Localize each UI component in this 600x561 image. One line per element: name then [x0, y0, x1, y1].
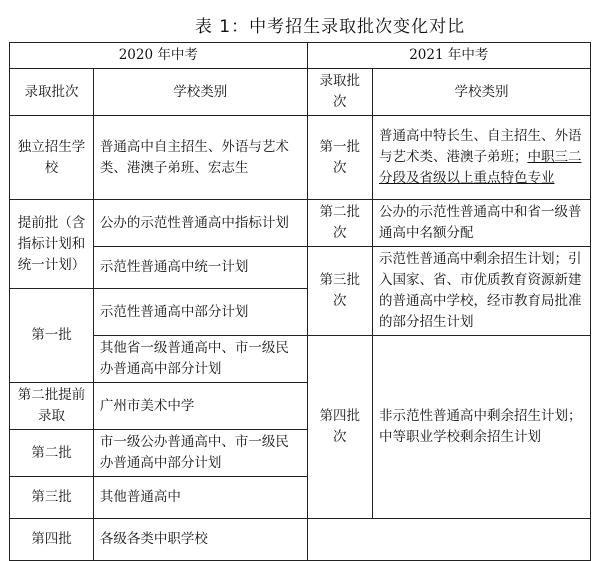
type-cell: 广州市美术中学 [93, 383, 307, 430]
batch-cell: 独立招生学校 [10, 116, 94, 200]
batch-cell: 第四批 [10, 519, 94, 561]
type-cell: 其他普通高中 [93, 477, 307, 519]
column-header-row [10, 69, 591, 116]
batch-cell: 第一批次 [307, 116, 372, 200]
batch-cell: 第二批提前录取 [10, 383, 94, 430]
batch-cell: 第二批次 [307, 200, 372, 247]
table-row [10, 116, 591, 200]
type-cell: 示范性普通高中统一计划 [93, 247, 307, 289]
underlined-type-text: 中职三二分段及省级以上重点特色专业 [378, 149, 582, 186]
type-cell: 市一级公办普通高中、市一级民办普通高中部分计划 [93, 430, 307, 477]
type-cell: 示范性普通高中剩余招生计划；引入国家、省、市优质教育资源新建的普通高中学校，经市教育局批准的部分招生计划 [372, 247, 590, 336]
table-caption: 表 1：中考招生录取批次变化对比 [194, 17, 466, 37]
header-batch-2021: 录取批次 [307, 69, 372, 116]
type-cell: 公办的示范性普通高中指标计划 [93, 200, 307, 247]
table-row [10, 336, 591, 383]
batch-cell: 第四批次 [307, 336, 372, 519]
header-batch-2020: 录取批次 [10, 69, 94, 116]
type-cell: 非示范性普通高中剩余招生计划；中等职业学校剩余招生计划 [372, 336, 590, 519]
table-row [10, 247, 591, 289]
type-cell: 普通高中自主招生、外语与艺术类、港澳子弟班、宏志生 [93, 116, 307, 200]
batch-cell: 第三批 [10, 477, 94, 519]
type-text: 普通高中特长生、自主招生、外语与艺术类、港澳子弟班； [378, 128, 582, 165]
type-cell: 其他省一级普通高中、市一级民办普通高中部分计划 [93, 336, 307, 383]
header-type-2021: 学校类别 [372, 69, 590, 116]
admission-comparison-table [9, 42, 591, 561]
header-type-2020: 学校类别 [93, 69, 307, 116]
type-cell: 公办的示范性普通高中和省一级普通高中名额分配 [372, 200, 590, 247]
type-cell [372, 116, 590, 200]
header-2020: 2020 年中考 [10, 43, 308, 69]
table-row [10, 200, 591, 247]
type-cell: 各级各类中职学校 [93, 519, 307, 561]
batch-cell: 第三批次 [307, 247, 372, 336]
batch-cell: 第一批 [10, 289, 94, 383]
batch-cell: 提前批（含指标计划和统一计划） [10, 200, 94, 289]
header-2021: 2021 年中考 [307, 43, 590, 69]
year-header-row [10, 43, 591, 69]
type-cell: 示范性普通高中部分计划 [93, 289, 307, 336]
batch-cell: 第二批 [10, 430, 94, 477]
